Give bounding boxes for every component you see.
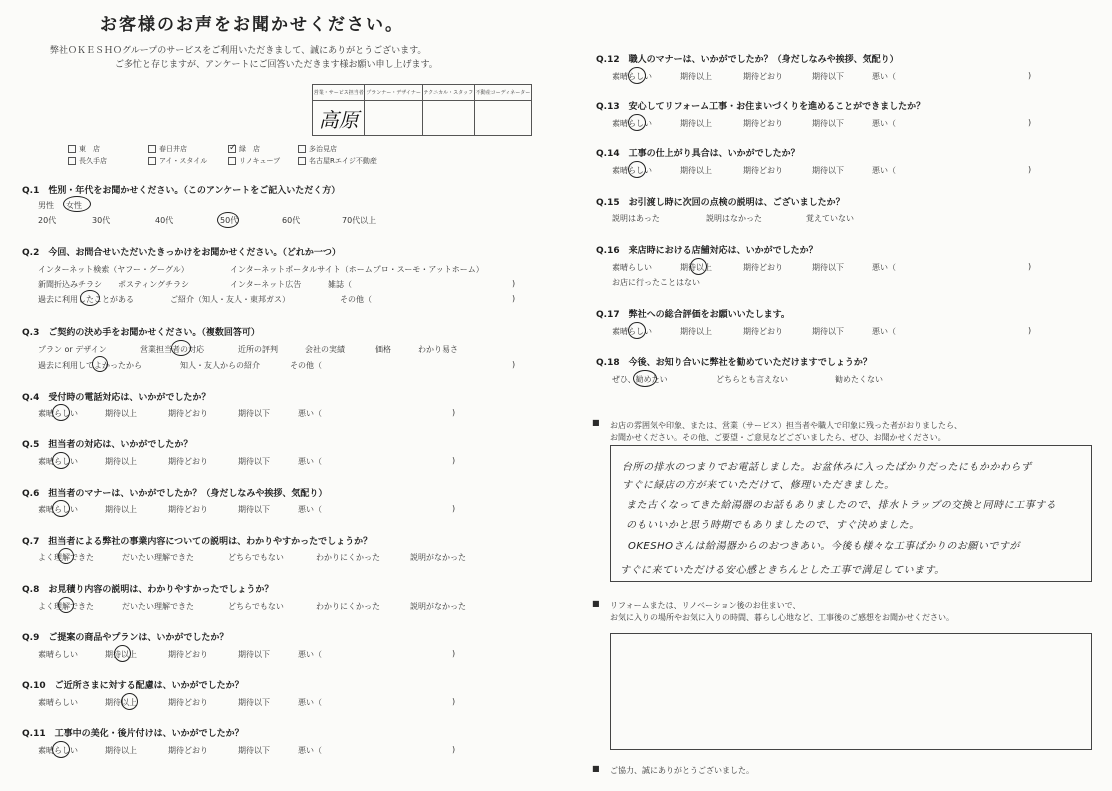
staff-table [312,84,532,136]
bracket-close: ) [452,456,456,465]
bracket-close: ) [512,279,516,288]
question-q2: Q.2 今回、お問合せいただいたきっかけをお聞かせください。（どれか一つ） [22,248,341,258]
question-q11: Q.11 工事中の美化・後片付けは、いかがでしたか？ [22,729,244,739]
answer-option[interactable]: 期待以下 [812,72,844,81]
shop-label: リノキューブ [239,157,281,165]
question-q7: Q.7 担当者による弊社の事業内容についての説明は、わかりやすかったでしょうか？ [22,537,373,547]
answer-option[interactable]: 期待以下 [238,505,270,514]
question-q4: Q.4 受付時の電話対応は、いかがでしたか？ [22,393,211,403]
shop-option-renocube[interactable] [228,155,298,167]
selection-circle [121,693,138,710]
shop-option-tajimi[interactable] [298,143,408,155]
bracket-close: ) [452,408,456,417]
answer-option[interactable]: 期待どおり [168,505,208,514]
shop-option-kasugai[interactable] [148,143,228,155]
intro-line-2: ご多忙と存じますが、アンケートにご回答いただきます様お願い申し上げます。 [115,60,438,70]
answer-option[interactable]: どちらでもない [228,553,284,562]
answer-option[interactable]: ぜひ、勧めたい [612,375,668,384]
bracket-close: ) [452,697,456,706]
answer-option[interactable]: 期待以下 [812,166,844,175]
handwritten-line: また古くなってきた給湯器のお話もありましたので、排水トラップの交換と同時に工事する [626,500,1057,511]
selection-circle [92,356,108,372]
answer-option[interactable]: 悪い（ [872,263,896,272]
answer-option[interactable]: 期待以下 [812,327,844,336]
answer-option[interactable]: お店に行ったことはない [612,278,700,287]
answer-option[interactable]: 期待以下 [238,457,270,466]
handwritten-line: すぐに来ていただける安心感ときちんとした工事で満足しています。 [620,565,945,576]
answer-option[interactable]: 新聞折込みチラシ [38,280,102,289]
answer-option[interactable]: 素晴らしい [38,650,78,659]
bracket-close: ) [1028,262,1032,271]
selection-circle [628,161,646,178]
shop-label: アイ・スタイル [159,157,208,165]
shop-option-nagoya[interactable] [298,155,418,167]
answer-option[interactable]: 期待以上 [105,457,137,466]
answer-option[interactable]: 40代 [155,216,174,225]
answer-option[interactable]: 期待どおり [168,457,208,466]
answer-option[interactable]: 期待どおり [743,119,783,128]
bracket-close: ) [1028,326,1032,335]
answer-option[interactable]: 期待以下 [812,263,844,272]
answer-option[interactable]: インターネットポータルサイト（ホームプロ・スーモ・アットホーム） [230,265,484,274]
answer-option[interactable]: 悪い（ [298,650,322,659]
handwritten-line: OKESHOさんは給湯器からのおつきあい。今後も様々な工事ばかりのお願いですが [628,541,1020,552]
staff-header-sales: 営業・サービス担当者 [313,85,365,101]
selection-circle [690,258,707,275]
selection-circle [217,212,239,228]
answer-option[interactable]: 価格 [375,345,391,354]
shop-label: 多治見店 [309,145,337,153]
shop-label: 春日井店 [159,145,187,153]
answer-option[interactable]: 悪い（ [298,505,322,514]
answer-option[interactable]: 期待以上 [105,650,137,659]
answer-option[interactable]: 素晴らしい [612,119,652,128]
question-q18: Q.18 今後、お知り合いに弊社を勧めていただけますでしょうか？ [596,358,872,368]
answer-option[interactable]: 悪い（ [298,409,322,418]
answer-option[interactable]: 期待どおり [168,698,208,707]
reform-prompt-2: お気に入りの場所やお気に入りの時間、暮らし心地など、工事後のご感想をお聞かせください。 [610,613,954,622]
question-q5: Q.5 担当者の対応は、いかがでしたか？ [22,440,193,450]
answer-option[interactable]: 雑誌（ [328,280,352,289]
shop-label: 名古屋Rエイジ不動産 [309,157,377,165]
question-q1: Q.1 性別・年代をお聞かせください。（このアンケートをご記入いただく方） [22,186,341,196]
answer-option[interactable]: 期待以上 [105,698,137,707]
answer-option[interactable]: 説明がなかった [410,553,466,562]
answer-option[interactable]: 悪い（ [872,166,896,175]
answer-option[interactable]: 近所の評判 [238,345,278,354]
question-q9: Q.9 ご提案の商品やプランは、いかがでしたか？ [22,633,229,643]
comment-prompt-2: お聞かせください。その他、ご要望・ご意見などございましたら、ぜひ、お聞かせください。 [610,433,946,442]
answer-option[interactable]: 素晴らしい [38,457,78,466]
answer-option[interactable]: 期待どおり [743,263,783,272]
shop-option-nagakute[interactable] [68,155,148,167]
answer-option[interactable]: 悪い（ [298,698,322,707]
staff-header-realestate: 不動産コーディネーター [474,85,531,101]
answer-option[interactable]: 説明はあった [612,214,660,223]
staff-cell-technical[interactable] [422,101,474,136]
answer-option[interactable]: 悪い（ [872,327,896,336]
question-q13: Q.13 安心してリフォーム工事・お住まいづくりを進めることができましたか？ [596,102,926,112]
answer-option[interactable]: 期待以上 [105,746,137,755]
answer-option[interactable]: 期待以上 [680,327,712,336]
question-q3: Q.3 ご契約の決め手をお聞かせください。（複数回答可） [22,328,260,338]
answer-option[interactable]: 期待以上 [680,166,712,175]
bullet-square-icon: ■ [592,418,600,427]
selection-circle [628,114,646,131]
shop-label: 長久手店 [79,157,107,165]
answer-option[interactable]: 過去に利用したことがある [38,295,134,304]
answer-option[interactable]: その他（ [290,361,322,370]
answer-option[interactable]: 50代 [220,216,239,225]
answer-option[interactable]: 期待どおり [743,72,783,81]
question-q16: Q.16 来店時における店舗対応は、いかがでしたか？ [596,246,818,256]
staff-cell-planner[interactable] [365,101,422,136]
question-q14: Q.14 工事の仕上がり具合は、いかがでしたか？ [596,149,800,159]
staff-cell-realestate[interactable] [474,101,531,136]
answer-option[interactable]: 説明はなかった [706,214,762,223]
selection-circle [58,597,74,613]
handwritten-line: のもいいかと思う時期でもありましたので、すぐ決めました。 [626,520,920,531]
handwritten-line: すぐに緑店の方が来ていただけて、修理いただきました。 [622,480,895,491]
bullet-square-icon: ■ [592,599,600,608]
answer-option[interactable]: どちらでもない [228,602,284,611]
answer-option[interactable]: 20代 [38,216,57,225]
answer-option[interactable]: 期待以下 [812,119,844,128]
answer-option[interactable]: 過去に利用してよかったから [38,361,142,370]
answer-option[interactable]: 素晴らしい [612,72,652,81]
answer-option[interactable]: だいたい理解できた [122,553,194,562]
selection-circle [171,340,191,356]
answer-option[interactable]: 素晴らしい [38,409,78,418]
answer-option[interactable]: その他（ [340,295,372,304]
answer-option[interactable]: 70代以上 [342,216,377,225]
selection-circle [52,404,70,421]
answer-option[interactable]: 覚えていない [806,214,854,223]
answer-option[interactable]: プラン or デザイン [38,345,107,354]
selection-circle [52,452,70,469]
reform-comment-box[interactable] [610,633,1092,750]
survey-title: お客様のお声をお聞かせください。 [100,15,404,35]
selection-circle [58,548,74,564]
shop-option-midori[interactable]: ✓ 緑 店 [229,143,260,153]
staff-header-planner: プランナー・デザイナー [365,85,422,101]
bracket-close: ) [1028,165,1032,174]
question-q10: Q.10 ご近所さまに対する配慮は、いかがでしたか？ [22,681,244,691]
selection-circle [63,196,91,212]
answer-option[interactable]: 期待どおり [743,327,783,336]
bracket-close: ) [1028,71,1032,80]
shop-label: 東 店 [79,145,100,153]
bracket-close: ) [512,294,516,303]
answer-option[interactable]: 説明がなかった [410,602,466,611]
answer-option[interactable]: 期待以下 [238,409,270,418]
answer-option[interactable]: よく理解できた [38,553,94,562]
answer-option[interactable]: 期待どおり [168,409,208,418]
answer-option[interactable]: 期待以上 [105,409,137,418]
question-q8: Q.8 お見積り内容の説明は、わかりやすかったでしょうか？ [22,585,274,595]
shop-checklist [68,143,418,167]
answer-option[interactable]: 知人・友人からの紹介 [180,361,260,370]
answer-option[interactable]: だいたい理解できた [122,602,194,611]
answer-option[interactable]: 期待以下 [238,746,270,755]
answer-option[interactable]: わかり易さ [418,345,458,354]
footer-thanks: ご協力、誠にありがとうございました。 [610,766,754,775]
shop-label: 緑 店 [239,145,260,153]
selection-circle [52,500,70,517]
selection-circle [633,370,657,387]
shop-option-higashi[interactable] [68,143,148,155]
answer-option[interactable]: 悪い（ [298,746,322,755]
answer-option[interactable]: 期待以上 [680,72,712,81]
handwritten-line: 台所の排水のつまりでお電話しました。お盆休みに入ったばかりだったにもかかわらず [622,462,1032,473]
bullet-square-icon: ■ [592,764,600,773]
question-q12: Q.12 職人のマナーは、いかがでしたか？（身だしなみや挨拶、気配り） [596,55,899,65]
bracket-close: ) [452,504,456,513]
answer-option[interactable]: 30代 [92,216,111,225]
selection-circle [114,645,131,662]
answer-option[interactable]: 素晴らしい [38,746,78,755]
question-q6: Q.6 担当者のマナーは、いかがでしたか？（身だしなみや挨拶、気配り） [22,489,328,499]
selection-circle [80,290,100,306]
reform-prompt-1: リフォームまたは、リノベーション後のお住まいで、 [610,601,801,610]
selection-circle [628,67,646,84]
answer-option[interactable]: ご紹介（知人・友人・東邦ガス） [170,295,290,304]
answer-option[interactable]: 期待どおり [168,650,208,659]
selection-circle [628,322,646,339]
answer-option[interactable]: 期待以上 [680,263,712,272]
answer-option[interactable]: 営業担当者の対応 [140,345,204,354]
answer-option[interactable]: 素晴らしい [38,698,78,707]
answer-option[interactable]: 素晴らしい [612,166,652,175]
answer-option[interactable]: 悪い（ [872,72,896,81]
bracket-close: ) [512,360,516,369]
answer-option[interactable]: 素晴らしい [612,263,652,272]
answer-option[interactable]: 勧めたくない [835,375,883,384]
answer-option[interactable]: よく理解できた [38,602,94,611]
selection-circle [52,741,70,758]
answer-option[interactable]: 素晴らしい [612,327,652,336]
answer-option[interactable]: 期待どおり [168,746,208,755]
answer-option[interactable]: わかりにくかった [316,553,380,562]
answer-option[interactable]: どちらとも言えない [716,375,788,384]
staff-name[interactable]: 高原 [313,101,365,136]
bracket-close: ) [452,649,456,658]
answer-option[interactable]: 60代 [282,216,301,225]
question-q15: Q.15 お引渡し時に次回の点検の説明は、ございましたか？ [596,198,845,208]
answer-option[interactable]: 期待以下 [238,698,270,707]
staff-header-technical: テクニカル・スタッフ [422,85,474,101]
comment-prompt-1: お店の雰囲気や印象、または、営業（サービス）担当者や職人で印象に残った者がおりましたら、 [610,421,962,430]
question-q17: Q.17 弊社への総合評価をお願いいたします。 [596,310,790,320]
answer-option[interactable]: 悪い（ [298,457,322,466]
answer-option[interactable]: 悪い（ [872,119,896,128]
answer-option[interactable]: 期待以下 [238,650,270,659]
answer-option[interactable]: インターネット検索（ヤフー・グーグル） [38,265,189,274]
bracket-close: ) [1028,118,1032,127]
answer-option[interactable]: 期待以上 [105,505,137,514]
answer-option[interactable]: ポスティングチラシ [118,280,190,289]
answer-option[interactable]: 女性 [66,201,82,210]
bracket-close: ) [452,745,456,754]
answer-option[interactable]: 素晴らしい [38,505,78,514]
answer-option[interactable]: 会社の実績 [305,345,345,354]
answer-option[interactable]: 期待以上 [680,119,712,128]
answer-option[interactable]: 男性 [38,201,54,210]
intro-line-1: 弊社ＯＫＥＳＨＯグループのサービスをご利用いただきまして、誠にありがとうございます。 [50,46,427,56]
answer-option[interactable]: 期待どおり [743,166,783,175]
answer-option[interactable]: わかりにくかった [316,602,380,611]
answer-option[interactable]: インターネット広告 [230,280,302,289]
shop-option-istyle[interactable] [148,155,228,167]
